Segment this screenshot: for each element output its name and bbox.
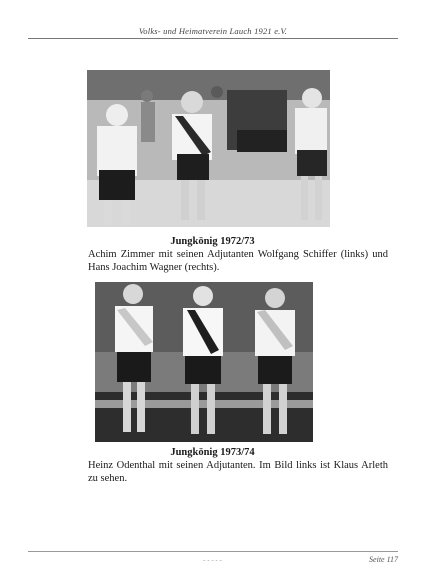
footer-center-text: - - - - - [203, 556, 222, 564]
caption-title-1972-73: Jungkönig 1972/73 [170, 236, 255, 247]
caption-title-1973-74: Jungkönig 1973/74 [170, 447, 255, 458]
caption-text-1972-73: Achim Zimmer mit seinen Adjutanten Wolfgang Schiffer (links) und Hans Joachim Wagner (rechts). [88, 249, 388, 273]
photo-jungkoenig-1972-73 [87, 70, 330, 227]
page-number: Seite 117 [369, 555, 398, 564]
header-rule [28, 38, 398, 39]
footer-rule [28, 551, 398, 552]
caption-text-1973-74: Heinz Odenthal mit seinen Adjutanten. Im Bild links ist Klaus Arleth zu sehen. [88, 460, 388, 484]
photo-jungkoenig-1973-74 [95, 282, 313, 442]
header-title: Volks- und Heimatverein Lauch 1921 e.V. [138, 26, 288, 36]
